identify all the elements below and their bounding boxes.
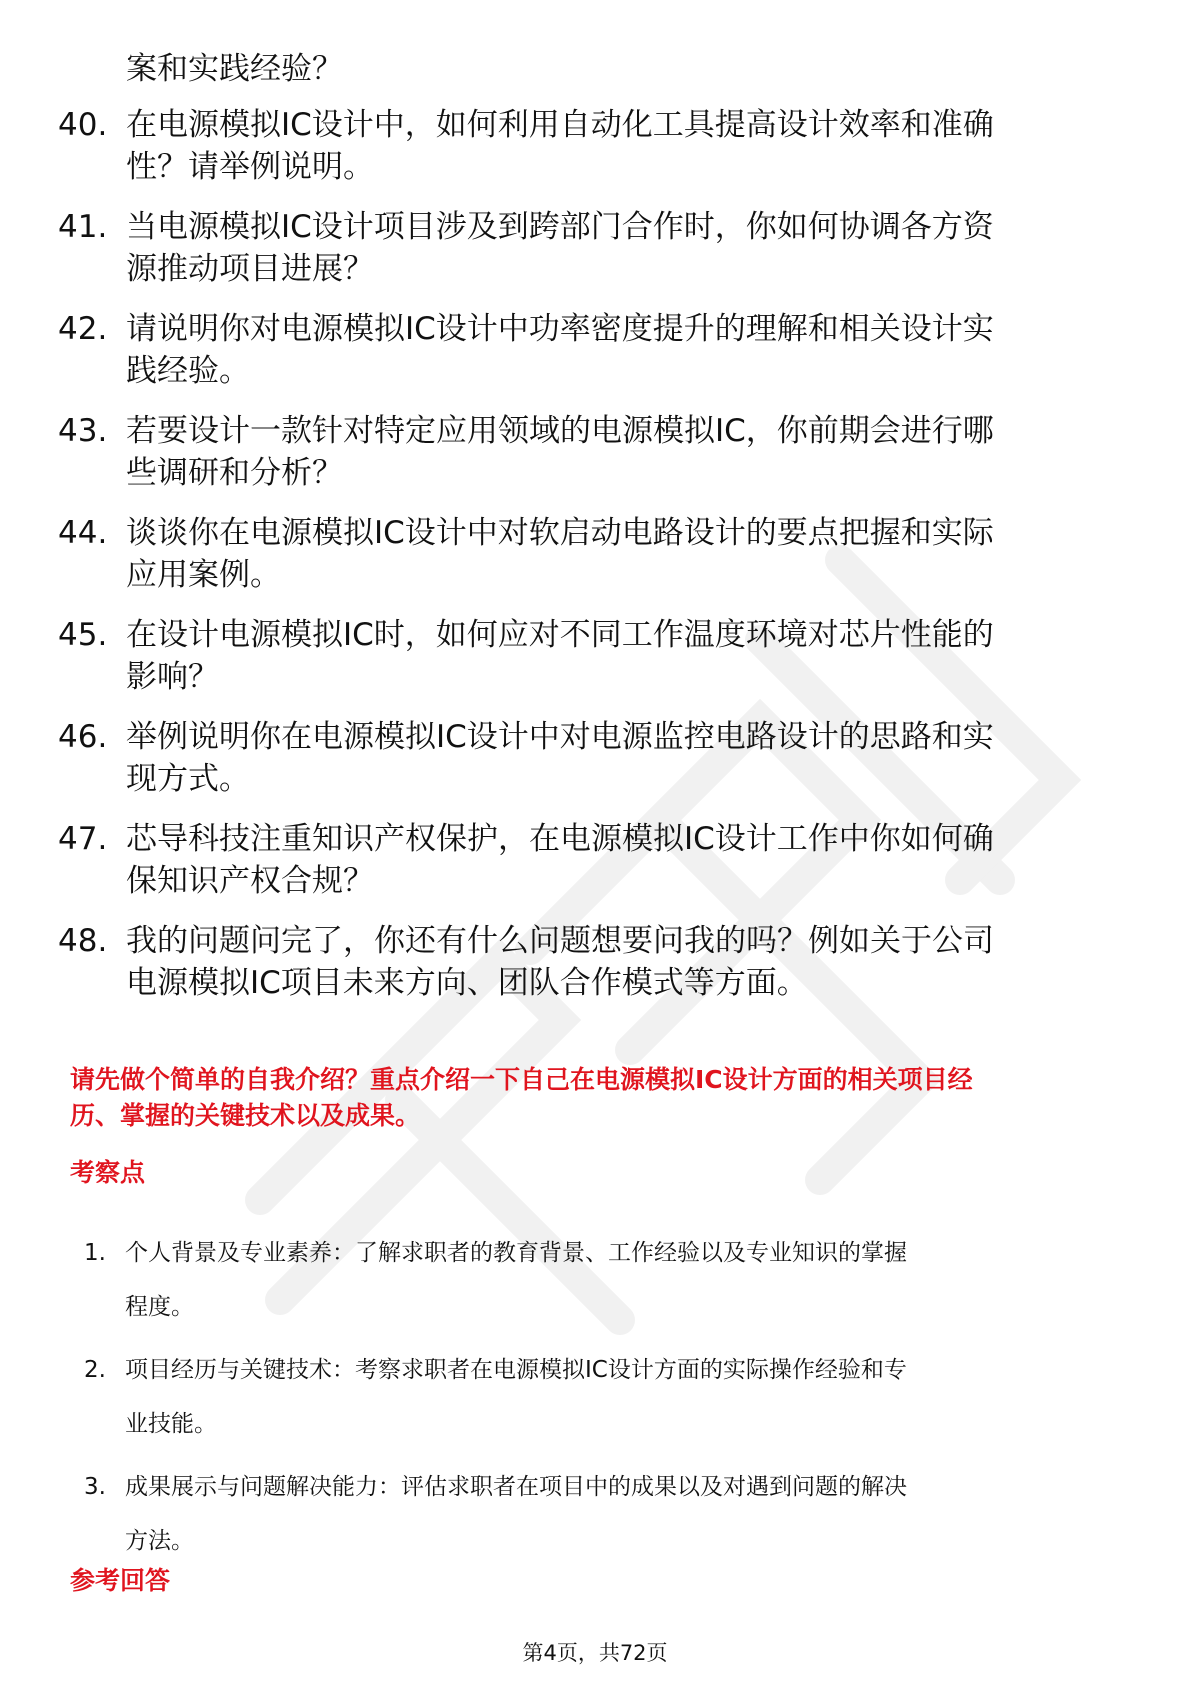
intro-question-line: 请先做个简单的自我介绍？重点介绍一下自己在电源模拟IC设计方面的相关项目经	[70, 1065, 973, 1094]
question-line: 应用案例。	[126, 557, 281, 593]
question-number: 40.	[58, 107, 108, 143]
question-line: 在设计电源模拟IC时，如何应对不同工作温度环境对芯片性能的	[126, 617, 994, 653]
assessment-item	[84, 1460, 1114, 1568]
question-item	[58, 206, 1118, 290]
question-item	[58, 512, 1118, 596]
intro-question	[70, 1062, 1110, 1134]
question-line: 芯导科技注重知识产权保护，在电源模拟IC设计工作中你如何确	[126, 821, 994, 857]
question-line: 谈谈你在电源模拟IC设计中对软启动电路设计的要点把握和实际	[126, 515, 994, 551]
question-item	[58, 614, 1118, 698]
assessment-item	[84, 1226, 1114, 1334]
assessment-line: 程度。	[125, 1294, 194, 1320]
question-text	[126, 716, 1086, 800]
question-line: 电源模拟IC项目未来方向、团队合作模式等方面。	[126, 965, 808, 1001]
question-list	[58, 104, 1118, 1022]
question-line: 当电源模拟IC设计项目涉及到跨部门合作时，你如何协调各方资	[126, 209, 994, 245]
reference-answer-heading: 参考回答	[70, 1566, 171, 1595]
question-line: 践经验。	[126, 353, 250, 389]
question-line: 我的问题问完了，你还有什么问题想要问我的吗？例如关于公司	[126, 923, 994, 959]
assessment-text	[125, 1226, 1114, 1334]
assessment-text	[125, 1343, 1114, 1451]
question-number: 46.	[58, 719, 108, 755]
assessment-line: 业技能。	[125, 1411, 217, 1437]
question-item	[58, 920, 1118, 1004]
question-number: 44.	[58, 515, 108, 551]
assessment-text	[125, 1460, 1114, 1568]
question-item	[58, 308, 1118, 392]
assessment-item	[84, 1343, 1114, 1451]
question-number: 43.	[58, 413, 108, 449]
assessment-heading: 考察点	[70, 1158, 146, 1187]
question-item	[58, 716, 1118, 800]
question-text	[126, 920, 1086, 1004]
question-line: 请说明你对电源模拟IC设计中功率密度提升的理解和相关设计实	[126, 311, 994, 347]
question-text	[126, 614, 1086, 698]
question-line: 若要设计一款针对特定应用领域的电源模拟IC，你前期会进行哪	[126, 413, 994, 449]
question-line: 举例说明你在电源模拟IC设计中对电源监控电路设计的思路和实	[126, 719, 994, 755]
question-text	[126, 104, 1086, 188]
question-line: 在电源模拟IC设计中，如何利用自动化工具提高设计效率和准确	[126, 107, 994, 143]
question-text	[126, 818, 1086, 902]
assessment-number: 3.	[84, 1474, 106, 1500]
page-footer: 第4页，共72页	[522, 1641, 668, 1665]
question-text	[126, 308, 1086, 392]
question-number: 48.	[58, 923, 108, 959]
question-number: 45.	[58, 617, 108, 653]
question-line: 保知识产权合规？	[126, 863, 374, 899]
intro-question-line: 历、掌握的关键技术以及成果。	[70, 1101, 421, 1130]
assessment-number: 1.	[84, 1240, 106, 1266]
question-item	[58, 410, 1118, 494]
question-line: 影响？	[126, 659, 219, 695]
question-number: 47.	[58, 821, 108, 857]
question-item	[58, 104, 1118, 188]
assessment-line: 个人背景及专业素养：了解求职者的教育背景、工作经验以及专业知识的掌握	[125, 1240, 907, 1266]
question-line: 源推动项目进展？	[126, 251, 374, 287]
question-text	[126, 512, 1086, 596]
question-line: 些调研和分析？	[126, 455, 343, 491]
assessment-line: 成果展示与问题解决能力：评估求职者在项目中的成果以及对遇到问题的解决	[125, 1474, 907, 1500]
question-number: 42.	[58, 311, 108, 347]
question-line: 现方式。	[126, 761, 250, 797]
question-line: 性？请举例说明。	[126, 149, 374, 185]
assessment-line: 项目经历与关键技术：考察求职者在电源模拟IC设计方面的实际操作经验和专	[125, 1357, 907, 1383]
question-item	[58, 818, 1118, 902]
assessment-line: 方法。	[125, 1528, 194, 1554]
assessment-list	[84, 1226, 1114, 1577]
question-number: 41.	[58, 209, 108, 245]
continuation-text: 案和实践经验？	[126, 51, 343, 87]
assessment-number: 2.	[84, 1357, 106, 1383]
question-text	[126, 206, 1086, 290]
question-text	[126, 410, 1086, 494]
